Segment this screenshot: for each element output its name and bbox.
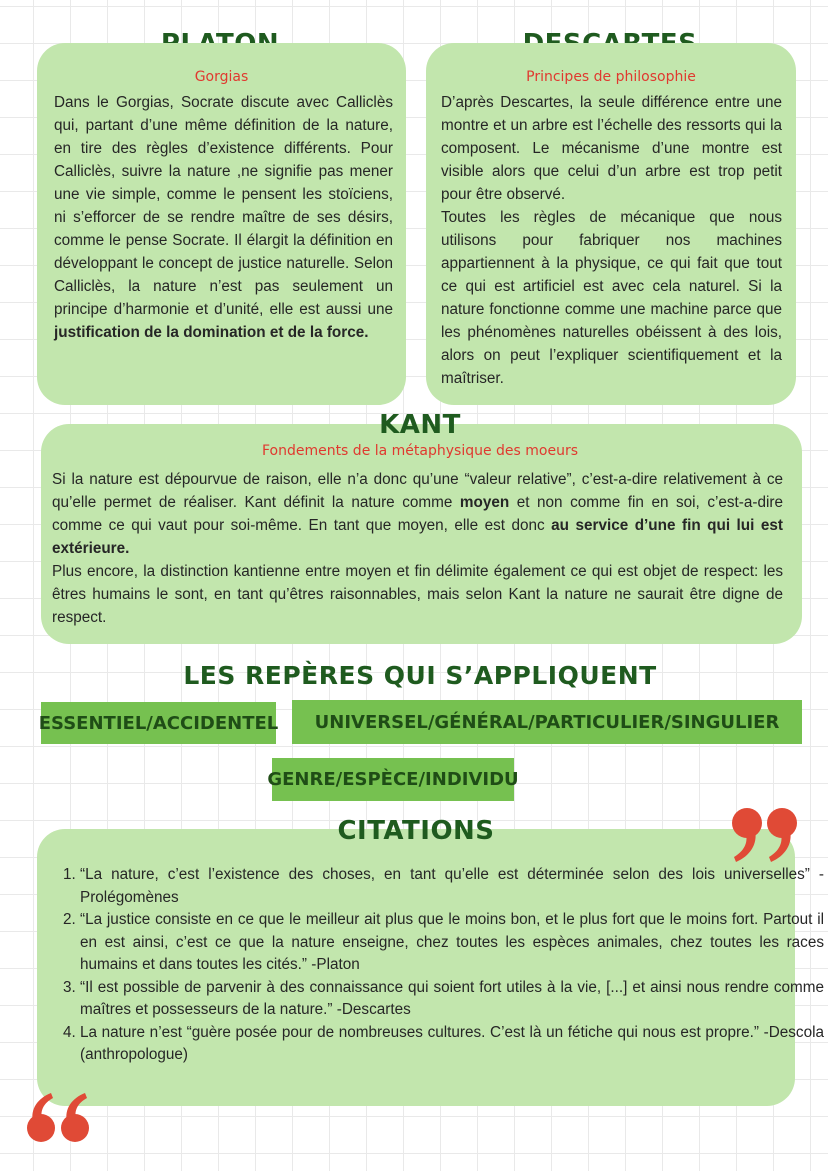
kant-text <box>52 468 783 629</box>
open-quote-icon <box>25 1092 93 1144</box>
platon-text-main: Dans le Gorgias, Socrate discute avec Calliclès qui, partant d’une même définition de la nature, en tire des règles d’existence différents. Pour Calliclès, suivre la nature ,ne signifie pas mener une vie simple, comme le pensent les stoïciens, ni s’efforcer de se rendre maître de ses désirs, comme le pense Socrate. Il élargit la définition en développant le concept de justice naturelle. Selon Calliclès, la nature n’est pas seulement un principe d’harmonie et d’unité, elle est aussi une <box>54 94 393 318</box>
kant-subtitle: Fondements de la métaphysique des moeurs <box>261 443 579 459</box>
platon-panel <box>37 43 406 405</box>
platon-subtitle: Gorgias <box>194 69 249 85</box>
citations-list <box>38 864 824 1067</box>
citation-item: 1. “La nature, c’est l’existence des choses, en tant qu’elle est déterminée selon des lois universelles” -Prolégomènes <box>80 864 824 909</box>
descartes-panel <box>426 43 796 405</box>
tag-universel-general: UNIVERSEL/GÉNÉRAL/PARTICULIER/SINGULIER <box>292 700 802 744</box>
descartes-para-2: Toutes les règles de mécanique que nous utilisons pour fabriquer nos machines appartiennent à la physique, ce qui fait que tout ce qui est artificiel est avec cela naturel. Si la nature fonctionne comme une machine parce que les phénomènes naturelles obéissent à des lois, alors on peut l’expliquer scientifiquement et la maîtriser. <box>441 209 782 387</box>
citation-item: 4. La nature n’est “guère posée pour de nombreuses cultures. C’est là un fétiche qui nous est propre.” -Descola (anthropologue) <box>80 1022 824 1067</box>
tag-essentiel-accidentel: ESSENTIEL/ACCIDENTEL <box>41 702 276 744</box>
citations-title: CITATIONS <box>337 816 495 846</box>
kant-p2: Plus encore, la distinction kantienne entre moyen et fin délimite également ce qui est objet de respect: les êtres humains le sont, en tant qu’êtres raisonnables, mais selon Kant la nature ne saurait être digne de respect. <box>52 563 783 626</box>
kant-title: KANT <box>379 410 461 440</box>
citation-item: 3. “Il est possible de parvenir à des connaissance qui soient fort utiles à la vie, [...] et ainsi nous rendre comme maîtres et possesseurs de la nature.” -Descartes <box>80 977 824 1022</box>
kant-p1-a: Si la nature est dépourvue de raison, elle n’a donc qu’une “valeur relative”, c’est-a-dire relativement à ce qu’elle permet de réaliser. Kant définit la nature comme <box>52 471 783 511</box>
kant-p1-b: et non comme fin en soi, c’est-a-dire comme ce qui vaut pour soi-même. En tant que moyen, elle est donc <box>52 494 783 534</box>
descartes-para-1: D’après Descartes, la seule différence entre une montre et un arbre est l’échelle des ressorts qui la composent. Le mécanisme d’une montre est visible alors que celui d’un arbre est trop petit pour être observé. <box>441 94 782 203</box>
platon-text-bold: justification de la domination et de la force. <box>54 324 369 341</box>
close-quote-icon <box>730 806 800 864</box>
citation-item: 2. “La justice consiste en ce que le meilleur ait plus que le moins bon, et le plus fort que le moins fort. Partout il en est ainsi, c’est ce que la nature enseigne, chez toutes les espèces animales, chez toutes les races humains et dans toutes les cités.” -Platon <box>80 909 824 977</box>
reperes-title: LES REPÈRES QUI S’APPLIQUENT <box>183 661 657 690</box>
descartes-text <box>441 91 782 390</box>
kant-p1-bold-2: au service d’une fin qui lui est extérieure. <box>52 517 783 557</box>
platon-text <box>54 91 393 344</box>
tag-genre-espece-individu: GENRE/ESPÈCE/INDIVIDU <box>272 758 514 801</box>
descartes-subtitle: Principes de philosophie <box>526 69 696 85</box>
kant-p1-bold-1: moyen <box>459 494 510 511</box>
